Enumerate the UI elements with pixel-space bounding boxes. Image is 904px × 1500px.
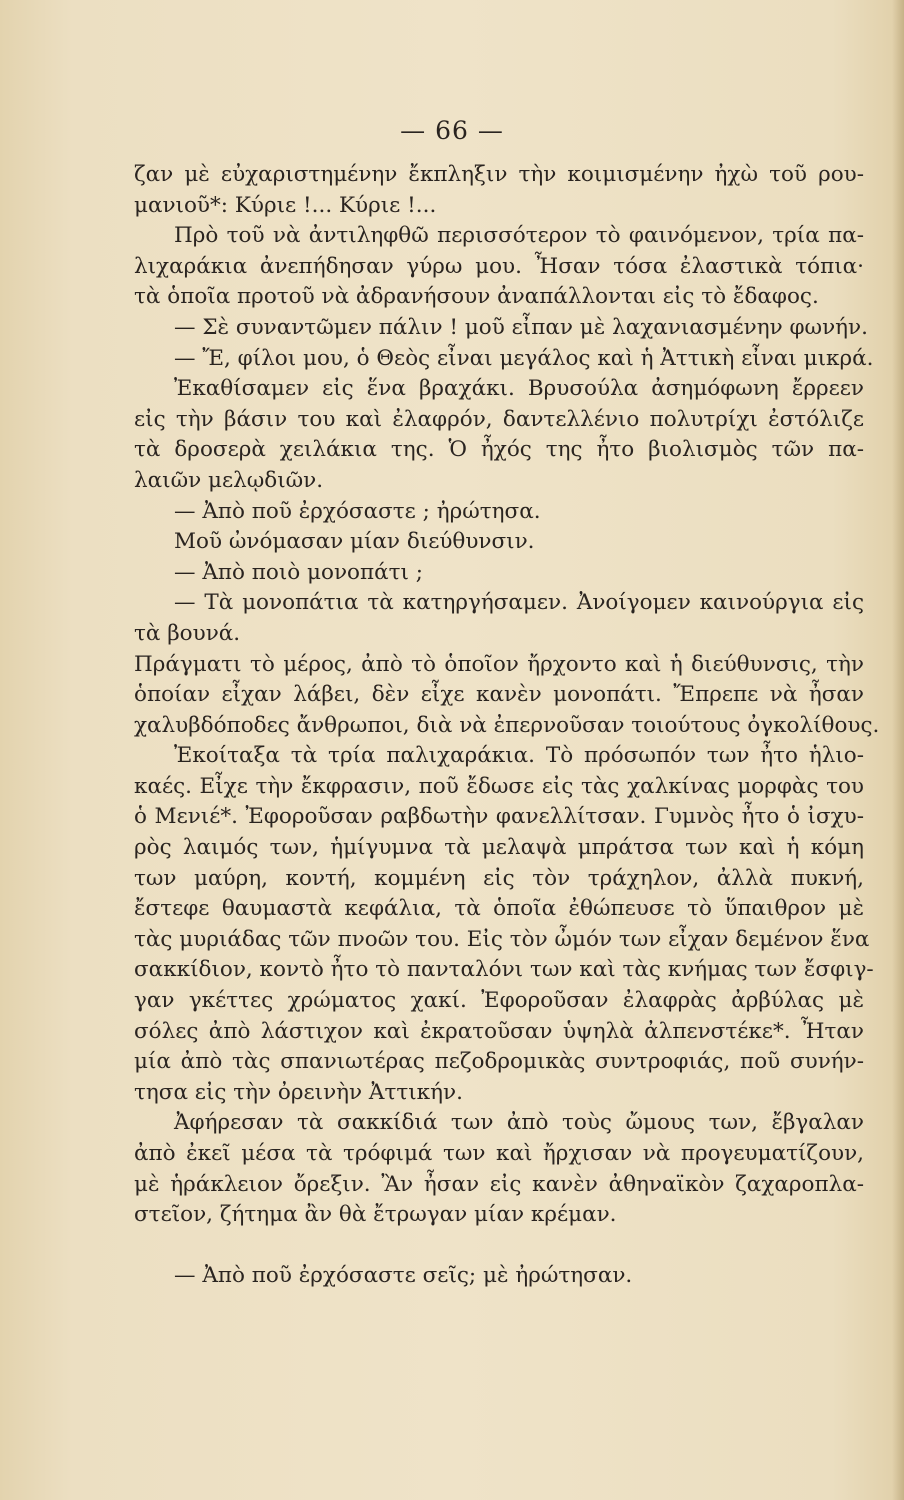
- text-line: στεῖον, ζήτημα ἂν θὰ ἔτρωγαν μίαν κρέμαν.: [134, 1202, 617, 1228]
- text-line: τησα εἰς τὴν ὀρεινὴν Ἀττικήν.: [134, 1079, 463, 1105]
- text-line: Μοῦ ὠνόμασαν μίαν διεύθυνσιν.: [174, 529, 535, 555]
- text-line: τὰς μυριάδας τῶν πνοῶν του. Εἰς τὸν ὦμόν των εἶχαν δεμένον ἕνα: [134, 926, 870, 952]
- page-number: — 66 —: [400, 116, 504, 145]
- text-line: Πρὸ τοῦ νὰ ἀντιληφθῶ περισσότερον τὸ φαινόμενον, τρία πα-: [174, 223, 864, 249]
- text-line: τὰ δροσερὰ χειλάκια της. Ὁ ἦχός της ἦτο βιολισμὸς τῶν πα-: [134, 437, 864, 463]
- text-line: — Σὲ συναντῶμεν πάλιν ! μοῦ εἶπαν μὲ λαχανιασμένην φωνήν.: [174, 314, 868, 340]
- text-line: — Τὰ μονοπάτια τὰ κατηργήσαμεν. Ἀνοίγομεν καινούργια εἰς: [174, 590, 864, 616]
- text-line: Πράγματι τὸ μέρος, ἀπὸ τὸ ὁποῖον ἤρχοντο καὶ ἡ διεύθυνσις, τὴν: [134, 651, 864, 677]
- text-line: των μαύρη, κοντή, κομμένη εἰς τὸν τράχηλον, ἀλλὰ πυκνή,: [134, 865, 864, 891]
- text-line: ρὸς λαιμός των, ἡμίγυμνα τὰ μελαψὰ μπράτσα των καὶ ἡ κόμη: [134, 835, 864, 861]
- text-line: — Ἀπὸ ποῦ ἐρχόσαστε ; ἠρώτησα.: [174, 498, 541, 524]
- text-line: ὁ Μενιέ*. Ἐφοροῦσαν ραβδωτὴν φανελλίτσαν. Γυμνὸς ἦτο ὁ ἰσχυ-: [134, 804, 864, 830]
- text-line: τὰ βουνά.: [134, 620, 241, 646]
- text-line: ὁποίαν εἶχαν λάβει, δὲν εἶχε κανὲν μονοπάτι. Ἔπρεπε νὰ ἦσαν: [134, 682, 864, 708]
- text-line: — Ἀπὸ ποιὸ μονοπάτι ;: [174, 559, 424, 585]
- final-dialogue-line: — Ἀπὸ ποῦ ἐρχόσαστε σεῖς; μὲ ἠρώτησαν.: [174, 1262, 633, 1288]
- text-line: εἰς τὴν βάσιν του καὶ ἐλαφρόν, δαντελλένιο πολυτρίχι ἐστόλιζε: [134, 406, 864, 432]
- text-line: γαν γκέττες χρώματος χακί. Ἐφοροῦσαν ἐλαφρὰς ἀρβύλας μὲ: [134, 988, 864, 1014]
- text-line: — Ἔ, φίλοι μου, ὁ Θεὸς εἶναι μεγάλος καὶ ἡ Ἀττικὴ εἶναι μικρά.: [174, 345, 874, 371]
- text-line: μανιοῦ*: Κύριε !... Κύριε !...: [134, 192, 437, 218]
- text-line: λιχαράκια ἀνεπήδησαν γύρω μου. Ἦσαν τόσα ἐλαστικὰ τόπια·: [134, 253, 864, 279]
- body-text: [134, 160, 880, 1291]
- page-edge-shadow: [892, 0, 904, 1500]
- text-line: Ἀφήρεσαν τὰ σακκίδιά των ἀπὸ τοὺς ὤμους των, ἔβγαλαν: [174, 1110, 864, 1136]
- text-line: μὲ ἡράκλειον ὄρεξιν. Ἂν ἦσαν εἰς κανὲν ἀθηναϊκὸν ζαχαροπλα-: [134, 1171, 864, 1197]
- text-line: σακκίδιον, κοντὸ ἦτο τὸ πανταλόνι των καὶ τὰς κνήμας των ἔσφιγ-: [134, 957, 874, 983]
- text-line: χαλυβδόποδες ἄνθρωποι, διὰ νὰ ἐπερνοῦσαν τοιούτους ὀγκολίθους.: [134, 712, 880, 738]
- text-line: λαιῶν μελῳδιῶν.: [134, 467, 324, 493]
- text-line: σόλες ἀπὸ λάστιχον καὶ ἐκρατοῦσαν ὑψηλὰ ἀλπενστέκε*. Ἦταν: [134, 1018, 864, 1044]
- text-line: ἀπὸ ἐκεῖ μέσα τὰ τρόφιμά των καὶ ἤρχισαν νὰ προγευματίζουν,: [134, 1141, 864, 1166]
- text-line: Ἐκοίταξα τὰ τρία παλιχαράκια. Τὸ πρόσωπόν των ἦτο ἡλιο-: [174, 743, 864, 769]
- text-line: μία ἀπὸ τὰς σπανιωτέρας πεζοδρομικὰς συντροφιάς, ποῦ συνήν-: [134, 1049, 864, 1075]
- text-line: καές. Εἶχε τὴν ἔκφρασιν, ποῦ ἔδωσε εἰς τὰς χαλκίνας μορφὰς του: [134, 773, 864, 799]
- text-line: ἔστεφε θαυμαστὰ κεφάλια, τὰ ὁποῖα ἐθώπευσε τὸ ὕπαιθρον μὲ: [134, 896, 864, 922]
- text-line: τὰ ὁποῖα προτοῦ νὰ ἀδρανήσουν ἀναπάλλονται εἰς τὸ ἔδαφος.: [134, 284, 819, 310]
- text-line: Ἐκαθίσαμεν εἰς ἕνα βραχάκι. Βρυσούλα ἀσημόφωνη ἔρρεεν: [174, 376, 864, 402]
- text-line: ζαν μὲ εὐχαριστημένην ἔκπληξιν τὴν κοιμισμένην ἠχὼ τοῦ ρου-: [134, 162, 864, 187]
